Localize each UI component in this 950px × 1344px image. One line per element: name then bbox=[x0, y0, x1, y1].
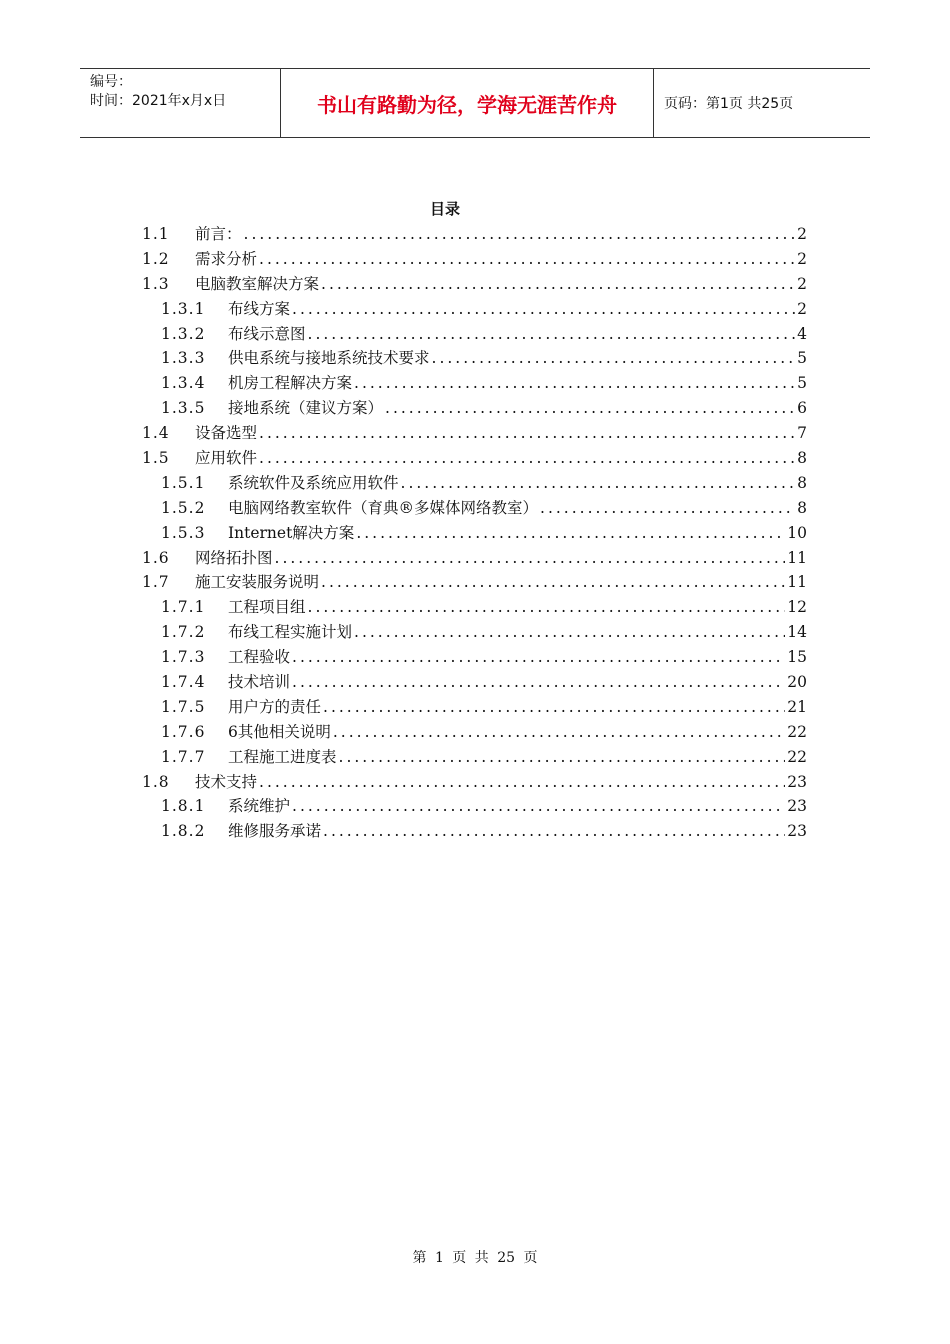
toc-entry-number: 1.2 bbox=[142, 249, 170, 268]
toc-entry[interactable] bbox=[142, 670, 807, 695]
toc-entry-number: 1.5.3 bbox=[161, 523, 206, 542]
toc-entry-title: 接地系统（建议方案） bbox=[228, 399, 384, 418]
toc-entry[interactable] bbox=[142, 770, 807, 795]
header-page-info: 页码：第1页 共25页 bbox=[664, 96, 794, 112]
toc-entry-page: 2 bbox=[797, 225, 807, 243]
header-info-cell bbox=[80, 69, 281, 137]
toc-dot-leader bbox=[244, 222, 796, 247]
toc-entry-title: 工程施工进度表 bbox=[228, 747, 337, 766]
toc-dot-leader bbox=[321, 570, 785, 595]
toc-entry-page: 8 bbox=[797, 449, 807, 468]
toc-entry[interactable] bbox=[142, 521, 807, 546]
toc-entry[interactable] bbox=[142, 645, 807, 670]
toc-dot-leader bbox=[385, 396, 795, 421]
toc-dot-leader bbox=[401, 471, 796, 496]
toc-dot-leader bbox=[354, 371, 795, 396]
toc-entry-page: 8 bbox=[797, 498, 807, 517]
toc-entry-page: 22 bbox=[787, 722, 807, 741]
toc-entry-number: 1.7.1 bbox=[161, 598, 206, 617]
toc-entry-title: 维修服务承诺 bbox=[228, 822, 322, 841]
toc-entry-title: 系统维护 bbox=[228, 797, 291, 816]
toc-entry-title: 前言： bbox=[195, 225, 242, 243]
toc-entry-title: 工程项目组 bbox=[228, 598, 306, 617]
toc-entry-page: 2 bbox=[797, 249, 807, 268]
toc-entry[interactable] bbox=[142, 496, 807, 521]
toc-entry[interactable] bbox=[142, 322, 807, 347]
header-motto-cell bbox=[281, 69, 654, 137]
toc-dot-leader bbox=[292, 670, 785, 695]
toc-entry-title: 工程验收 bbox=[228, 648, 291, 667]
toc-entry-number: 1.7.5 bbox=[161, 697, 206, 716]
toc-entry[interactable] bbox=[142, 247, 807, 272]
toc-entry[interactable] bbox=[142, 794, 807, 819]
toc-entry[interactable] bbox=[142, 471, 807, 496]
toc-entry-page: 23 bbox=[787, 797, 807, 816]
toc-entry-title: 需求分析 bbox=[195, 249, 258, 268]
toc-entry-title: 供电系统与接地系统技术要求 bbox=[228, 349, 430, 368]
toc-entry-page: 15 bbox=[787, 648, 807, 667]
toc-entry-number: 1.3.2 bbox=[161, 324, 206, 343]
toc-dot-leader bbox=[292, 297, 795, 322]
toc-entry-page: 2 bbox=[797, 299, 807, 318]
toc-entry-page: 5 bbox=[797, 349, 807, 368]
toc-entry-title: 用户方的责任 bbox=[228, 697, 322, 716]
toc-entry[interactable] bbox=[142, 570, 807, 595]
toc-dot-leader bbox=[259, 421, 795, 446]
toc-entry-number: 1.3.1 bbox=[161, 299, 206, 318]
toc-dot-leader bbox=[356, 521, 785, 546]
toc-dot-leader bbox=[323, 819, 785, 844]
toc-entry[interactable] bbox=[142, 720, 807, 745]
toc-dot-leader bbox=[540, 496, 795, 521]
toc-dot-leader bbox=[259, 446, 795, 471]
toc-dot-leader bbox=[275, 546, 786, 571]
toc-entry-page: 2 bbox=[797, 274, 807, 293]
toc-dot-leader bbox=[354, 620, 785, 645]
toc-entry-title: 应用软件 bbox=[195, 449, 258, 468]
toc-dot-leader bbox=[432, 346, 796, 371]
toc-entry-number: 1.5 bbox=[142, 449, 170, 468]
toc-entry-number: 1.7 bbox=[142, 573, 170, 592]
toc-entry-page: 23 bbox=[787, 822, 807, 841]
document-time-label: 时间：2021年x月x日 bbox=[90, 93, 227, 109]
toc-dot-leader bbox=[333, 720, 785, 745]
toc-entry-title: 电脑网络教室软件（育典®多媒体网络教室） bbox=[228, 498, 539, 517]
page-header bbox=[80, 68, 870, 138]
toc-entry-page: 14 bbox=[787, 623, 807, 642]
toc-entry-number: 1.7.6 bbox=[161, 722, 206, 741]
toc-entry[interactable] bbox=[142, 745, 807, 770]
toc-entry-number: 1.7.7 bbox=[161, 747, 206, 766]
toc-entry[interactable] bbox=[142, 620, 807, 645]
toc-entry[interactable] bbox=[142, 421, 807, 446]
toc-entry-number: 1.1 bbox=[142, 225, 170, 243]
toc-entry-page: 10 bbox=[787, 523, 807, 542]
toc-entry-page: 8 bbox=[797, 473, 807, 492]
toc-entry[interactable] bbox=[142, 695, 807, 720]
toc-entry-page: 11 bbox=[787, 548, 807, 567]
toc-dot-leader bbox=[308, 595, 786, 620]
toc-dot-leader bbox=[259, 770, 785, 795]
toc-entry[interactable] bbox=[142, 371, 807, 396]
toc-entry-page: 7 bbox=[797, 424, 807, 443]
toc-entry-number: 1.3.5 bbox=[161, 399, 206, 418]
toc-entry[interactable] bbox=[142, 595, 807, 620]
toc-entry[interactable] bbox=[142, 819, 807, 844]
toc-entry-page: 20 bbox=[787, 673, 807, 692]
header-motto: 书山有路勤为径，学海无涯苦作舟 bbox=[317, 92, 617, 117]
toc-entry-number: 1.8.2 bbox=[161, 822, 206, 841]
toc-entry-number: 1.7.4 bbox=[161, 673, 206, 692]
toc-entry-title: 机房工程解决方案 bbox=[228, 374, 353, 393]
toc-entry-page: 23 bbox=[787, 772, 807, 791]
toc-entry-title: 网络拓扑图 bbox=[195, 548, 273, 567]
table-of-contents bbox=[142, 222, 807, 844]
toc-entry-title: 6其他相关说明 bbox=[228, 722, 331, 741]
toc-entry-page: 6 bbox=[797, 399, 807, 418]
header-page-cell bbox=[654, 69, 870, 137]
toc-entry-page: 11 bbox=[787, 573, 807, 592]
toc-entry-page: 5 bbox=[797, 374, 807, 393]
toc-dot-leader bbox=[292, 645, 785, 670]
toc-entry-page: 12 bbox=[787, 598, 807, 617]
toc-title: 目录 bbox=[429, 200, 460, 218]
toc-entry[interactable] bbox=[142, 546, 807, 571]
toc-entry[interactable] bbox=[142, 446, 807, 471]
toc-entry-number: 1.3 bbox=[142, 274, 170, 293]
document-number-label: 编号： bbox=[90, 74, 132, 90]
toc-entry[interactable] bbox=[142, 297, 807, 322]
toc-entry[interactable] bbox=[142, 396, 807, 421]
toc-entry[interactable] bbox=[142, 346, 807, 371]
toc-entry-page: 4 bbox=[797, 324, 807, 343]
toc-entry-number: 1.7.3 bbox=[161, 648, 206, 667]
toc-entry-number: 1.8.1 bbox=[161, 797, 206, 816]
toc-entry-title: 设备选型 bbox=[195, 424, 258, 443]
page-footer: 第 1 页 共 25 页 bbox=[412, 1250, 538, 1266]
toc-entry-page: 22 bbox=[787, 747, 807, 766]
toc-entry-number: 1.5.2 bbox=[161, 498, 206, 517]
toc-entry-number: 1.4 bbox=[142, 424, 170, 443]
toc-dot-leader bbox=[321, 272, 795, 297]
toc-entry-title: 系统软件及系统应用软件 bbox=[228, 473, 399, 492]
toc-entry-title: 技术培训 bbox=[228, 673, 291, 692]
toc-entry-title: 布线示意图 bbox=[228, 324, 306, 343]
toc-entry-title: 布线工程实施计划 bbox=[228, 623, 353, 642]
toc-entry-title: 布线方案 bbox=[228, 299, 291, 318]
toc-dot-leader bbox=[292, 794, 785, 819]
toc-entry-number: 1.7.2 bbox=[161, 623, 206, 642]
toc-dot-leader bbox=[323, 695, 785, 720]
toc-entry-number: 1.6 bbox=[142, 548, 170, 567]
toc-entry-number: 1.3.4 bbox=[161, 374, 206, 393]
toc-entry-title: Internet解决方案 bbox=[228, 523, 355, 542]
toc-entry[interactable] bbox=[142, 272, 807, 297]
toc-entry-page: 21 bbox=[787, 697, 807, 716]
toc-entry-title: 施工安装服务说明 bbox=[195, 573, 320, 592]
toc-entry-title: 电脑教室解决方案 bbox=[195, 274, 320, 293]
toc-entry[interactable] bbox=[142, 222, 807, 247]
toc-entry-number: 1.3.3 bbox=[161, 349, 206, 368]
toc-dot-leader bbox=[308, 322, 796, 347]
toc-dot-leader bbox=[259, 247, 795, 272]
toc-entry-number: 1.8 bbox=[142, 772, 170, 791]
toc-entry-number: 1.5.1 bbox=[161, 473, 206, 492]
toc-entry-title: 技术支持 bbox=[195, 772, 258, 791]
toc-dot-leader bbox=[339, 745, 786, 770]
